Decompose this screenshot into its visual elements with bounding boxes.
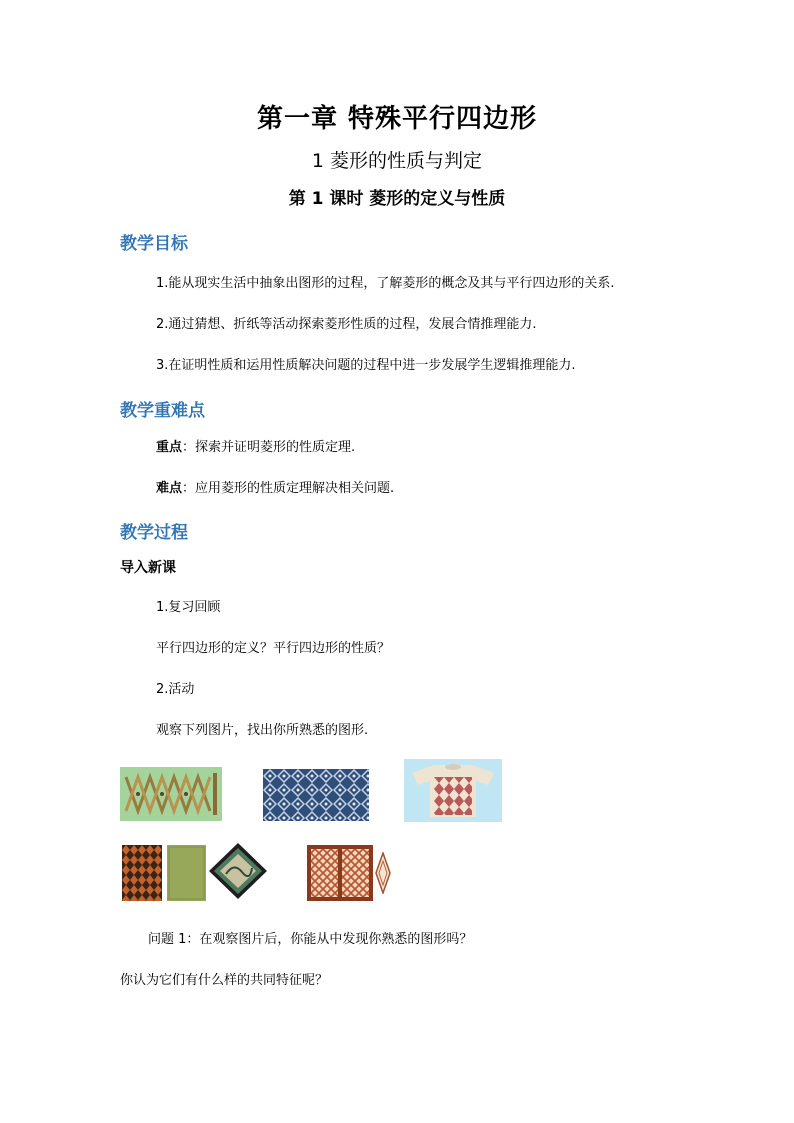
difficulty-label: 难点 (156, 481, 183, 496)
lesson-title: 第 1 课时 菱形的定义与性质 (288, 189, 506, 209)
objective-item-3: 3.在证明性质和运用性质解决问题的过程中进一步发展学生逻辑推理能力. (156, 358, 576, 373)
section-title: 1 菱形的性质与判定 (311, 150, 483, 172)
objective-item-1: 1.能从现实生活中抽象出图形的过程，了解菱形的概念及其与平行四边形的关系. (156, 276, 615, 291)
objective-item-2: 2.通过猜想、折纸等活动探索菱形性质的过程，发展合情推理能力. (156, 317, 537, 332)
key-points-heading: 教学重难点 (120, 401, 205, 421)
question-1: 问题 1：在观察图片后，你能从中发现你熟悉的图形吗？ (148, 932, 473, 947)
activity-label: 2.活动 (156, 682, 195, 697)
intro-heading: 导入新课 (120, 560, 176, 576)
difficulty-line (156, 477, 394, 496)
diamond-cloth-photo (122, 845, 162, 901)
review-label: 1.复习回顾 (156, 600, 221, 615)
focus-line (156, 436, 355, 455)
review-question: 平行四边形的定义？平行四边形的性质？ (156, 641, 391, 656)
lattice-screen-photo (307, 845, 373, 901)
diamond-fabric-photo (263, 769, 369, 821)
focus-label: 重点 (156, 440, 183, 455)
difficulty-text: ：应用菱形的性质定理解决相关问题. (182, 481, 395, 496)
objectives-heading: 教学目标 (120, 234, 188, 254)
chapter-title: 第一章 特殊平行四边形 (256, 104, 538, 134)
green-panel-photo (167, 845, 206, 901)
activity-text: 观察下列图片，找出你所熟悉的图形. (156, 723, 369, 738)
rhombus-painting-photo (208, 842, 268, 900)
folding-rack-photo (120, 767, 222, 821)
focus-text: ：探索并证明菱形的性质定理. (182, 440, 356, 455)
argyle-sweater-photo (404, 759, 502, 822)
question-1-continued: 你认为它们有什么样的共同特征呢？ (120, 973, 329, 988)
process-heading: 教学过程 (120, 523, 188, 543)
rhombus-ornament-photo (375, 852, 391, 894)
